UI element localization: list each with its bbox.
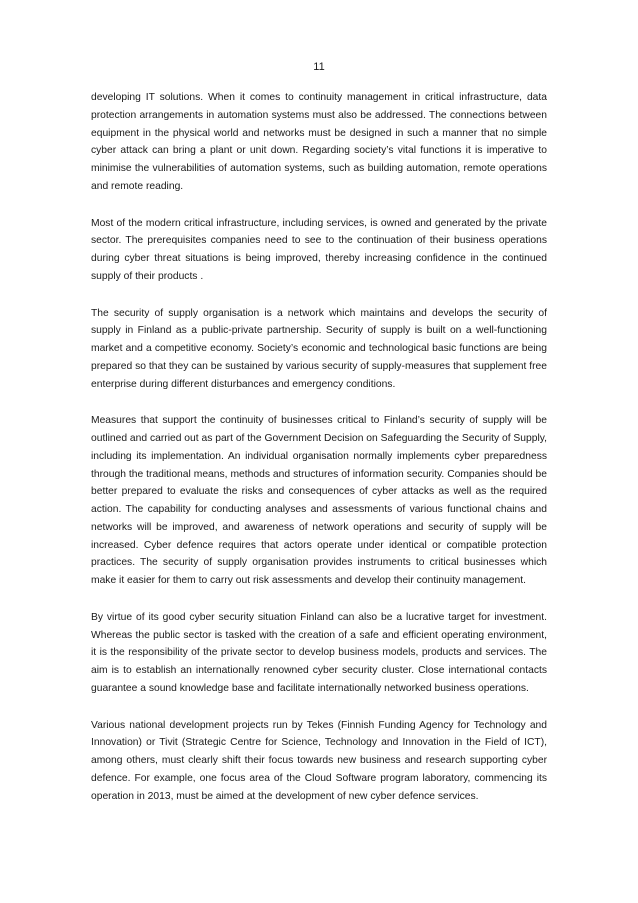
paragraph-investment: By virtue of its good cyber security situation Finland can also be a lucrative target for investment. Whereas the public sector is tasked with the creation of a safe and efficient operating environment, it is the responsibility of the private sector to develop business models, products and services. The aim is to establish an internationally renowned cyber security cluster. Close international contacts guarantee a sound knowledge base and facilitate internationally networked business operations. bbox=[91, 611, 547, 694]
body-text bbox=[91, 89, 547, 824]
paragraph-continuity-measures: Measures that support the continuity of businesses critical to Finland’s security of supply will be outlined and carried out as part of the Government Decision on Safeguarding the Security of Supply, including its implementation. An individual organisation normally implements cyber preparedness through the traditional means, methods and structures of information security. Companies should be better prepared to evaluate the risks and consequences of cyber attacks as well as the required action. The capability for conducting analyses and assessments of various functional chains and networks will be improved, and awareness of network operations and security of supply will be increased. Cyber defence requires that actors operate under identical or compatible protection practices. The security of supply organisation provides instruments to critical businesses which make it easier for them to carry out risk assessments and develop their continuity management. bbox=[91, 415, 548, 586]
paragraph-security-of-supply: The security of supply organisation is a network which maintains and develops the security of supply in Finland as a public-private partnership. Security of supply is built on a well-functioning market and a competitive economy. Society’s economic and technological basic functions are being prepared so that they can be sustained by various security of supply-measures that supplement free enterprise during different disturbances and emergency conditions. bbox=[91, 307, 547, 390]
paragraph-development-projects: Various national development projects run by Tekes (Finnish Funding Agency for Technology and Innovation) or Tivit (Strategic Centre for Science, Technology and Innovation in the Field of ICT), among others, must clearly shift their focus towards new business and research supporting cyber defence. For example, one focus area of the Cloud Software program laboratory, commencing its operation in 2013, must be aimed at the development of new cyber defence services. bbox=[91, 719, 547, 802]
paragraph-private-sector: Most of the modern critical infrastructure, including services, is owned and generated by the private sector. The prerequisites companies need to see to the continuation of their business operations during cyber threat situations is being improved, thereby increasing confidence in the continued supply of their products . bbox=[91, 217, 547, 282]
page-number: 11 bbox=[313, 61, 325, 73]
paragraph-automation-security: developing IT solutions. When it comes to continuity management in critical infrastructure, data protection arrangements in automation systems must also be addressed. The connections between equipment in the physical world and networks must be designed in such a manner that no simple cyber attack can bring a plant or unit down. Regarding society’s vital functions it is imperative to minimise the vulnerabilities of automation systems, such as building automation, remote operations and remote reading. bbox=[91, 92, 547, 192]
